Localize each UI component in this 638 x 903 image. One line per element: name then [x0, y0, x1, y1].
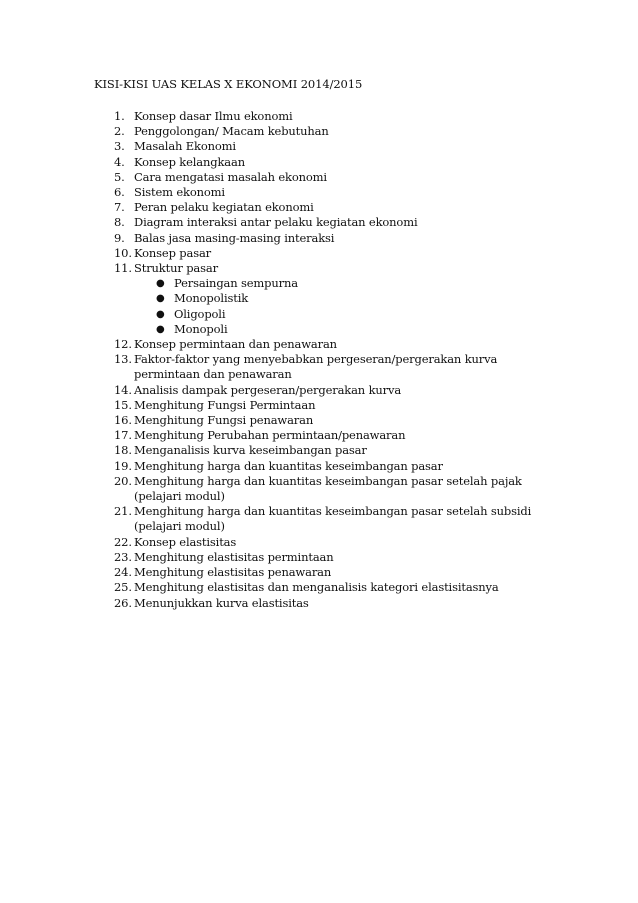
list-item	[96, 580, 556, 595]
list-item	[96, 170, 556, 185]
item-number: 17.	[114, 428, 132, 443]
item-text: Menganalisis kurva keseimbangan pasar	[134, 443, 367, 458]
item-text: Konsep kelangkaan	[134, 154, 245, 169]
list-item	[96, 124, 556, 139]
document-title: KISI-KISI UAS KELAS X EKONOMI 2014/2015	[94, 77, 363, 91]
item-text: Konsep pasar	[134, 245, 212, 260]
sub-item-text: Oligopoli	[174, 306, 226, 321]
item-text: Menunjukkan kurva elastisitas	[134, 595, 309, 610]
item-number: 26.	[114, 595, 132, 610]
item-text: Balas jasa masing-masing interaksi	[134, 230, 335, 245]
item-number: 4.	[114, 154, 125, 169]
item-number: 5.	[114, 169, 125, 184]
item-text: Menghitung elastisitas penawaran	[134, 565, 332, 580]
bullet-icon: ●	[156, 278, 165, 290]
item-number: 15.	[114, 397, 132, 412]
item-text: Menghitung harga dan kuantitas keseimbangan pasar setelah pajak (pelajari modul)	[134, 473, 522, 504]
item-text: Penggolongan/ Macam kebutuhan	[134, 124, 329, 139]
item-text: Menghitung elastisitas dan menganalisis kategori elastisitasnya	[134, 580, 499, 595]
list-item	[96, 246, 556, 261]
list-item	[96, 109, 556, 124]
item-number: 23.	[114, 549, 132, 564]
list-item	[96, 139, 556, 154]
item-text: Cara mengatasi masalah ekonomi	[134, 169, 327, 184]
item-number: 10.	[114, 245, 132, 260]
sub-item-text: Monopoli	[174, 321, 228, 336]
item-text: Masalah Ekonomi	[134, 139, 236, 154]
list-item	[96, 215, 556, 230]
item-text: Konsep permintaan dan penawaran	[134, 337, 337, 352]
item-number: 7.	[114, 200, 125, 215]
list-item	[96, 337, 556, 352]
item-text: Konsep elastisitas	[134, 534, 237, 549]
sub-list-item	[96, 322, 556, 337]
item-text: Menghitung Perubahan permintaan/penawaran	[134, 428, 406, 443]
item-number: 9.	[114, 230, 125, 245]
list-item	[96, 504, 556, 534]
item-number: 19.	[114, 458, 132, 473]
list-item	[96, 535, 556, 550]
item-text: Analisis dampak pergeseran/pergerakan kurva	[134, 382, 402, 397]
list-item	[96, 550, 556, 565]
list-item	[96, 413, 556, 428]
sub-item-text: Monopolistik	[174, 291, 249, 306]
item-number: 6.	[114, 185, 125, 200]
item-number: 18.	[114, 443, 132, 458]
item-number: 12.	[114, 337, 132, 352]
item-number: 13.	[114, 352, 132, 367]
sub-item-text: Persaingan sempurna	[174, 276, 298, 291]
list-item	[96, 596, 556, 611]
list-item	[96, 352, 556, 382]
item-number: 25.	[114, 580, 132, 595]
item-text: Menghitung Fungsi Permintaan	[134, 397, 316, 412]
list-item	[96, 459, 556, 474]
item-text: Diagram interaksi antar pelaku kegiatan ekonomi	[134, 215, 418, 230]
bullet-icon: ●	[156, 293, 165, 305]
list-item	[96, 443, 556, 458]
list-item	[96, 200, 556, 215]
bullet-icon: ●	[156, 323, 165, 335]
item-text: Peran pelaku kegiatan ekonomi	[134, 200, 314, 215]
sub-list-item	[96, 276, 556, 291]
list-item	[96, 383, 556, 398]
item-number: 11.	[114, 261, 132, 276]
list-item	[96, 398, 556, 413]
item-text: Sistem ekonomi	[134, 185, 225, 200]
item-text: Konsep dasar Ilmu ekonomi	[134, 109, 293, 123]
item-text: Menghitung Fungsi penawaran	[134, 413, 314, 428]
item-number: 2.	[114, 124, 125, 139]
list-item	[96, 474, 556, 504]
item-number: 16.	[114, 413, 132, 428]
item-text: Menghitung elastisitas permintaan	[134, 549, 334, 564]
list-item	[96, 261, 556, 276]
item-number: 14.	[114, 382, 132, 397]
sub-list-item	[96, 307, 556, 322]
item-text: Faktor-faktor yang menyebabkan pergeseran/pergerakan kurva permintaan dan penawaran	[134, 352, 498, 382]
topic-list	[96, 109, 556, 611]
bullet-icon: ●	[156, 308, 165, 320]
list-item	[96, 428, 556, 443]
item-number: 24.	[114, 565, 132, 580]
item-number: 21.	[114, 504, 132, 519]
sub-list-item	[96, 291, 556, 306]
item-number: 1.	[114, 109, 125, 123]
item-number: 3.	[114, 139, 125, 154]
list-item	[96, 155, 556, 170]
list-item	[96, 185, 556, 200]
item-number: 20.	[114, 473, 132, 488]
item-number: 22.	[114, 534, 132, 549]
item-number: 8.	[114, 215, 125, 230]
item-text: Menghitung harga dan kuantitas keseimbangan pasar setelah subsidi (pelajari modul)	[134, 504, 532, 534]
list-item	[96, 565, 556, 580]
list-item	[96, 231, 556, 246]
item-text: Struktur pasar	[134, 261, 218, 276]
item-text: Menghitung harga dan kuantitas keseimbangan pasar	[134, 458, 443, 473]
